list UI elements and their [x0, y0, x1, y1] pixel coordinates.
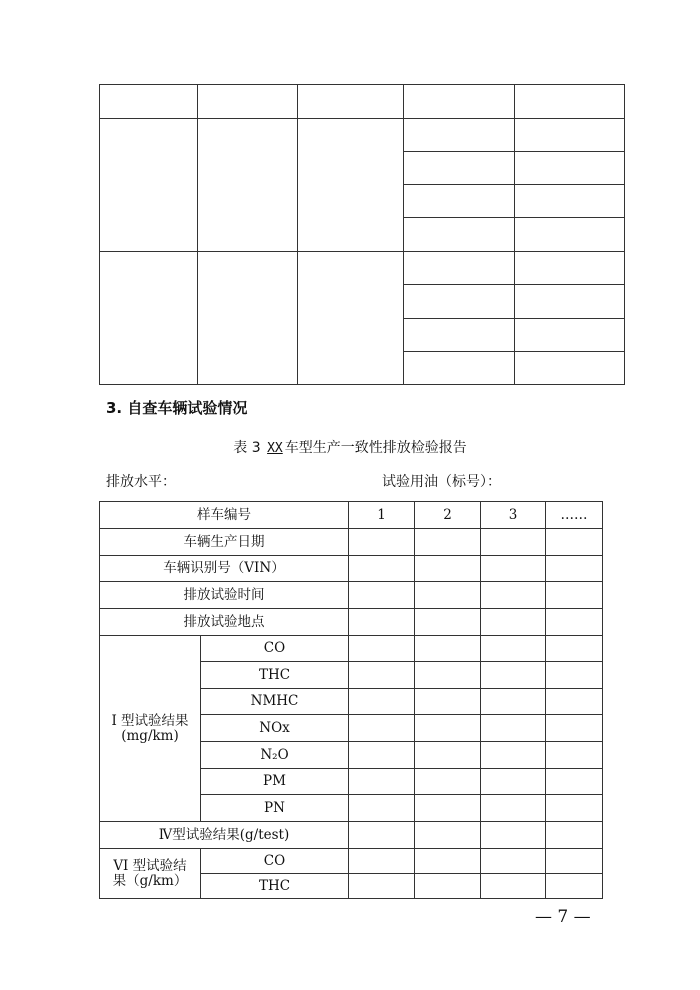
- input-cell: [415, 609, 481, 636]
- input-cell: [415, 849, 481, 874]
- input-cell: [481, 822, 546, 849]
- table-title: 车型生产一致性排放检验报告: [284, 440, 467, 456]
- input-cell: [546, 582, 603, 609]
- table-cell: [100, 85, 198, 119]
- input-cell: [349, 529, 415, 556]
- table-cell: [404, 85, 515, 119]
- table-cell: [298, 252, 404, 385]
- table-row: [100, 636, 603, 662]
- pollutant-pm: PM: [201, 769, 349, 795]
- table-cell: [515, 119, 625, 152]
- table-cell: [100, 119, 198, 252]
- input-cell: [415, 662, 481, 689]
- pollutant-nmhc: NMHC: [201, 689, 349, 715]
- sample-column-3: 3: [481, 502, 546, 529]
- input-cell: [415, 689, 481, 715]
- input-cell: [546, 795, 603, 822]
- input-cell: [349, 609, 415, 636]
- table-cell: [298, 85, 404, 119]
- input-cell: [481, 556, 546, 582]
- input-cell: [349, 874, 415, 899]
- input-cell: [481, 715, 546, 742]
- sample-column-1: 1: [349, 502, 415, 529]
- pollutant-pn: PN: [201, 795, 349, 822]
- table-number: 表 3: [233, 440, 261, 456]
- input-cell: [415, 769, 481, 795]
- input-cell: [415, 822, 481, 849]
- input-cell: [546, 556, 603, 582]
- type6-pollutant-thc: THC: [201, 874, 349, 899]
- input-cell: [546, 742, 603, 769]
- input-cell: [481, 874, 546, 899]
- table-cell: [404, 185, 515, 218]
- sample-column-2: 2: [415, 502, 481, 529]
- input-cell: [481, 609, 546, 636]
- input-cell: [481, 529, 546, 556]
- input-cell: [546, 769, 603, 795]
- test-location-label: 排放试验地点: [100, 609, 349, 636]
- input-cell: [546, 874, 603, 899]
- pollutant-thc: THC: [201, 662, 349, 689]
- input-cell: [415, 742, 481, 769]
- table-row: [100, 529, 603, 556]
- type4-result-label: Ⅳ型试验结果(g/test): [100, 822, 349, 849]
- input-cell: [546, 822, 603, 849]
- table-cell: [515, 152, 625, 185]
- input-cell: [349, 742, 415, 769]
- production-date-label: 车辆生产日期: [100, 529, 349, 556]
- input-cell: [349, 556, 415, 582]
- table-cell: [404, 319, 515, 352]
- input-cell: [349, 582, 415, 609]
- vin-label: 车辆识别号（VIN）: [100, 556, 349, 582]
- page-number: — 7 —: [535, 907, 591, 927]
- continued-table: [99, 84, 625, 385]
- emission-level-label: 排放水平：: [106, 474, 176, 490]
- type6-label-line1: VI 型试验结: [113, 857, 187, 874]
- input-cell: [481, 582, 546, 609]
- table-cell: [515, 319, 625, 352]
- vehicle-model-placeholder: XX: [267, 441, 283, 456]
- input-cell: [349, 636, 415, 662]
- input-cell: [481, 769, 546, 795]
- type6-result-label: [100, 849, 201, 899]
- input-cell: [349, 795, 415, 822]
- table-row: [100, 556, 603, 582]
- input-cell: [349, 769, 415, 795]
- table-row: [100, 609, 603, 636]
- pollutant-nox: NOx: [201, 715, 349, 742]
- input-cell: [415, 636, 481, 662]
- table-cell: [198, 85, 298, 119]
- type1-result-label: [100, 636, 201, 822]
- pollutant-co: CO: [201, 636, 349, 662]
- emission-test-report-table: [99, 501, 603, 899]
- table-row: [100, 822, 603, 849]
- table-cell: [515, 252, 625, 285]
- table-cell: [515, 85, 625, 119]
- test-time-label: 排放试验时间: [100, 582, 349, 609]
- table-cell: [404, 152, 515, 185]
- input-cell: [546, 689, 603, 715]
- input-cell: [481, 795, 546, 822]
- sample-number-header: 样车编号: [100, 502, 349, 529]
- input-cell: [349, 849, 415, 874]
- input-cell: [546, 849, 603, 874]
- input-cell: [481, 662, 546, 689]
- input-cell: [349, 662, 415, 689]
- type1-label-line1: I 型试验结果: [111, 712, 189, 729]
- input-cell: [415, 715, 481, 742]
- table-cell: [404, 352, 515, 385]
- table-cell: [404, 285, 515, 319]
- table-cell: [404, 218, 515, 252]
- input-cell: [481, 742, 546, 769]
- type6-label-line2: 果（g/km）: [112, 872, 188, 889]
- table-row: [100, 849, 603, 874]
- input-cell: [415, 556, 481, 582]
- input-cell: [349, 715, 415, 742]
- input-cell: [415, 529, 481, 556]
- type6-pollutant-co: CO: [201, 849, 349, 874]
- input-cell: [546, 715, 603, 742]
- table-cell: [515, 218, 625, 252]
- sample-column-more: ……: [546, 502, 603, 529]
- table-caption: [0, 437, 700, 457]
- table-cell: [100, 252, 198, 385]
- input-cell: [349, 689, 415, 715]
- input-cell: [415, 582, 481, 609]
- input-cell: [546, 662, 603, 689]
- table-cell: [404, 119, 515, 152]
- table-cell: [515, 352, 625, 385]
- table-cell: [515, 185, 625, 218]
- input-cell: [546, 529, 603, 556]
- table-cell: [198, 252, 298, 385]
- input-cell: [481, 636, 546, 662]
- table-row: [100, 582, 603, 609]
- input-cell: [415, 795, 481, 822]
- input-cell: [546, 636, 603, 662]
- pollutant-n2o: N₂O: [201, 742, 349, 769]
- input-cell: [349, 822, 415, 849]
- type1-label-line2: (mg/km): [121, 727, 179, 744]
- input-cell: [481, 689, 546, 715]
- section-heading: 3. 自查车辆试验情况: [106, 399, 248, 417]
- input-cell: [481, 849, 546, 874]
- table-cell: [298, 119, 404, 252]
- input-cell: [415, 874, 481, 899]
- table-header-row: [100, 502, 603, 529]
- table-cell: [198, 119, 298, 252]
- table-cell: [404, 252, 515, 285]
- input-cell: [546, 609, 603, 636]
- table-cell: [515, 285, 625, 319]
- test-fuel-label: 试验用油（标号）：: [382, 474, 501, 490]
